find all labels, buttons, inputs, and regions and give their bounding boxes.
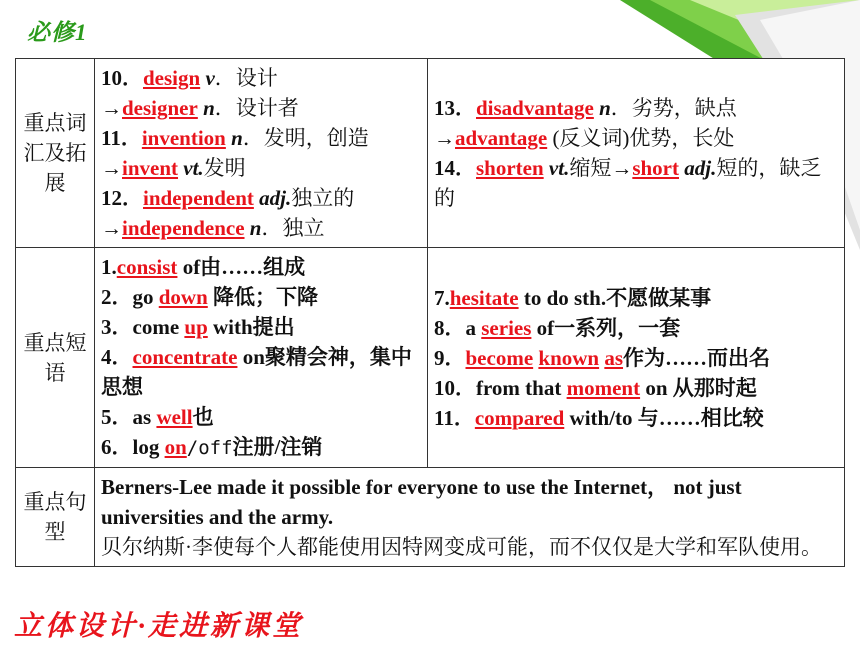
phrases-right-cell <box>428 248 845 468</box>
phrases-left-cell <box>95 248 428 468</box>
phrase-item-3: 3．come up with提出 <box>101 315 295 339</box>
sentence-label: 重点句型 <box>16 468 95 567</box>
summary-table <box>15 58 845 567</box>
phrase-item-1: 1.consist of由……组成 <box>101 255 306 279</box>
vocab-left-cell <box>95 59 428 248</box>
vocab-right-cell <box>428 59 845 248</box>
phrases-row <box>16 248 845 468</box>
vocab-item-13: 13．disadvantage n．劣势，缺点 →advantage (反义词)优势，长处 <box>434 96 737 150</box>
phrase-item-9: 9．become known as作为……而出名 <box>434 345 771 370</box>
arrow-icon: → <box>101 156 122 180</box>
sentence-cell <box>95 468 845 567</box>
phrase-item-4: 4．concentrate on聚精会神，集中思想 <box>101 345 412 399</box>
sentence-row <box>16 468 845 567</box>
vocab-item-10: 10．design v．设计 →designer n．设计者 <box>101 66 299 120</box>
phrase-item-2: 2．go down 降低；下降 <box>101 285 319 309</box>
vocab-item-11: 11．invention n．发明，创造→invent vt.发明 <box>101 126 369 180</box>
phrase-item-8: 8．a series of一系列，一套 <box>434 315 681 340</box>
phrase-item-11: 11．compared with/to 与……相比较 <box>434 405 764 430</box>
phrases-label: 重点短语 <box>16 248 95 468</box>
vocab-item-12: 12．independent adj.独立的 →independence n．独立 <box>101 186 355 240</box>
vocab-label: 重点词汇及拓展 <box>16 59 95 248</box>
arrow-icon: → <box>101 216 122 240</box>
vocab-item-14: 14．shorten vt.缩短→short adj.短的，缺乏的 <box>434 156 822 210</box>
footer-banner: 立体设计·走进新课堂 <box>14 611 304 642</box>
arrow-icon: → <box>611 156 633 180</box>
phrase-item-7: 7.hesitate to do sth.不愿做某事 <box>434 285 712 310</box>
arrow-icon: → <box>434 126 455 150</box>
arrow-icon: → <box>101 96 122 120</box>
sentence-chinese: 贝尔纳斯·李使每个人都能使用因特网变成可能，而不仅仅是大学和军队使用。 <box>101 535 822 559</box>
header-tag: 必修1 <box>27 20 88 45</box>
phrase-item-5: 5．as well也 <box>101 405 214 429</box>
vocab-row <box>16 59 845 248</box>
phrase-item-10: 10．from that moment on 从那时起 <box>434 375 757 400</box>
sentence-english: Berners-Lee made it possible for everyone to use the Internet， not just universities and the army. <box>101 475 742 529</box>
phrase-item-6: 6．log on/off注册/注销 <box>101 435 323 459</box>
